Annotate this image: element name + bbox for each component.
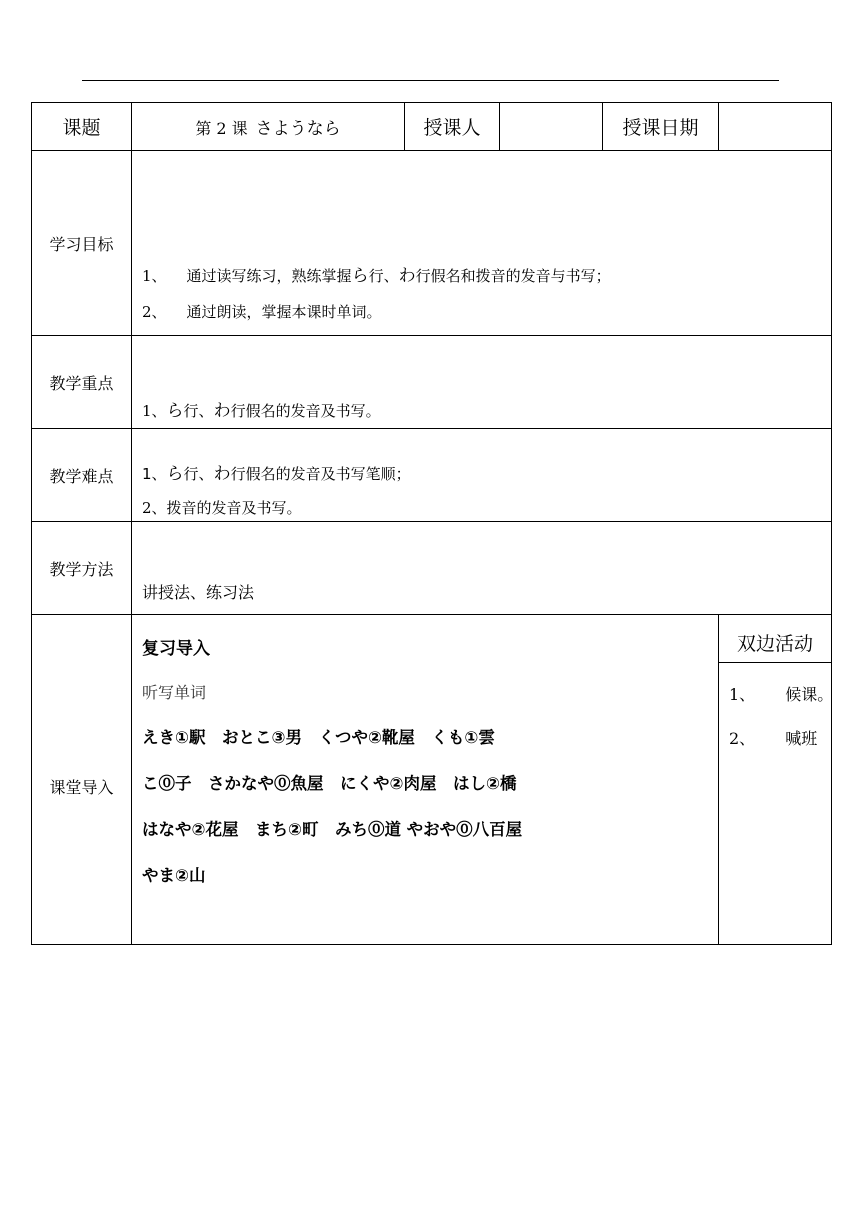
difficulties-row	[32, 429, 832, 522]
key-points-cell	[132, 336, 832, 429]
goals-label: 学习目标	[32, 151, 132, 336]
key-points-label: 教学重点	[32, 336, 132, 429]
lesson-plan-table	[31, 102, 832, 945]
goal-item: 1、 通过读写练习，熟练掌握ら行、わ行假名和拨音的发音与书写；	[142, 266, 611, 286]
methods-label: 教学方法	[32, 522, 132, 615]
date-value[interactable]	[719, 103, 832, 151]
difficulties-label: 教学难点	[32, 429, 132, 522]
activity-item: 1、 候课。	[729, 685, 834, 704]
difficulty-line: 2、拨音的发音及书写。	[142, 499, 302, 517]
goals-row	[32, 151, 832, 336]
lesson-number: 第 2 课	[195, 119, 248, 138]
key-points-row	[32, 336, 832, 429]
activities-heading: 双边活动	[719, 622, 831, 663]
difficulties-cell	[132, 429, 832, 522]
goal-item: 2、 通过朗读，掌握本课时单词。	[142, 303, 382, 321]
vocab-line: えき①駅 おとこ③男 くつや②靴屋 くも①雲	[142, 728, 495, 747]
methods-text: 讲授法、练习法	[142, 583, 255, 602]
teacher-value[interactable]	[500, 103, 603, 151]
vocab-line: やま②山	[142, 866, 206, 885]
vocab-line: はなや②花屋 まち②町 みち⓪道 やおや⓪八百屋	[142, 820, 523, 839]
topic-label: 课题	[32, 103, 132, 151]
teacher-label: 授课人	[405, 103, 500, 151]
methods-cell	[132, 522, 832, 615]
activity-item: 2、 喊班	[729, 729, 818, 748]
difficulty-line: 1、ら行、わ行假名的发音及书写笔顺；	[142, 464, 411, 484]
activities-cell	[719, 615, 832, 945]
goals-cell	[132, 151, 832, 336]
date-label: 授课日期	[603, 103, 719, 151]
vocab-line: こ⓪子 さかなや⓪魚屋 にくや②肉屋 はし②橋	[142, 774, 517, 793]
methods-row	[32, 522, 832, 615]
intro-subheading: 听写单词	[142, 683, 207, 702]
intro-main-cell	[132, 615, 719, 945]
lesson-title: さようなら	[255, 119, 341, 139]
intro-label: 课堂导入	[32, 615, 132, 945]
intro-row	[32, 615, 832, 945]
header-rule	[82, 80, 779, 81]
header-row	[32, 103, 832, 151]
lesson-title-cell	[132, 103, 405, 151]
intro-heading: 复习导入	[142, 639, 210, 659]
key-point-line: 1、ら行、わ行假名的发音及书写。	[142, 401, 381, 421]
